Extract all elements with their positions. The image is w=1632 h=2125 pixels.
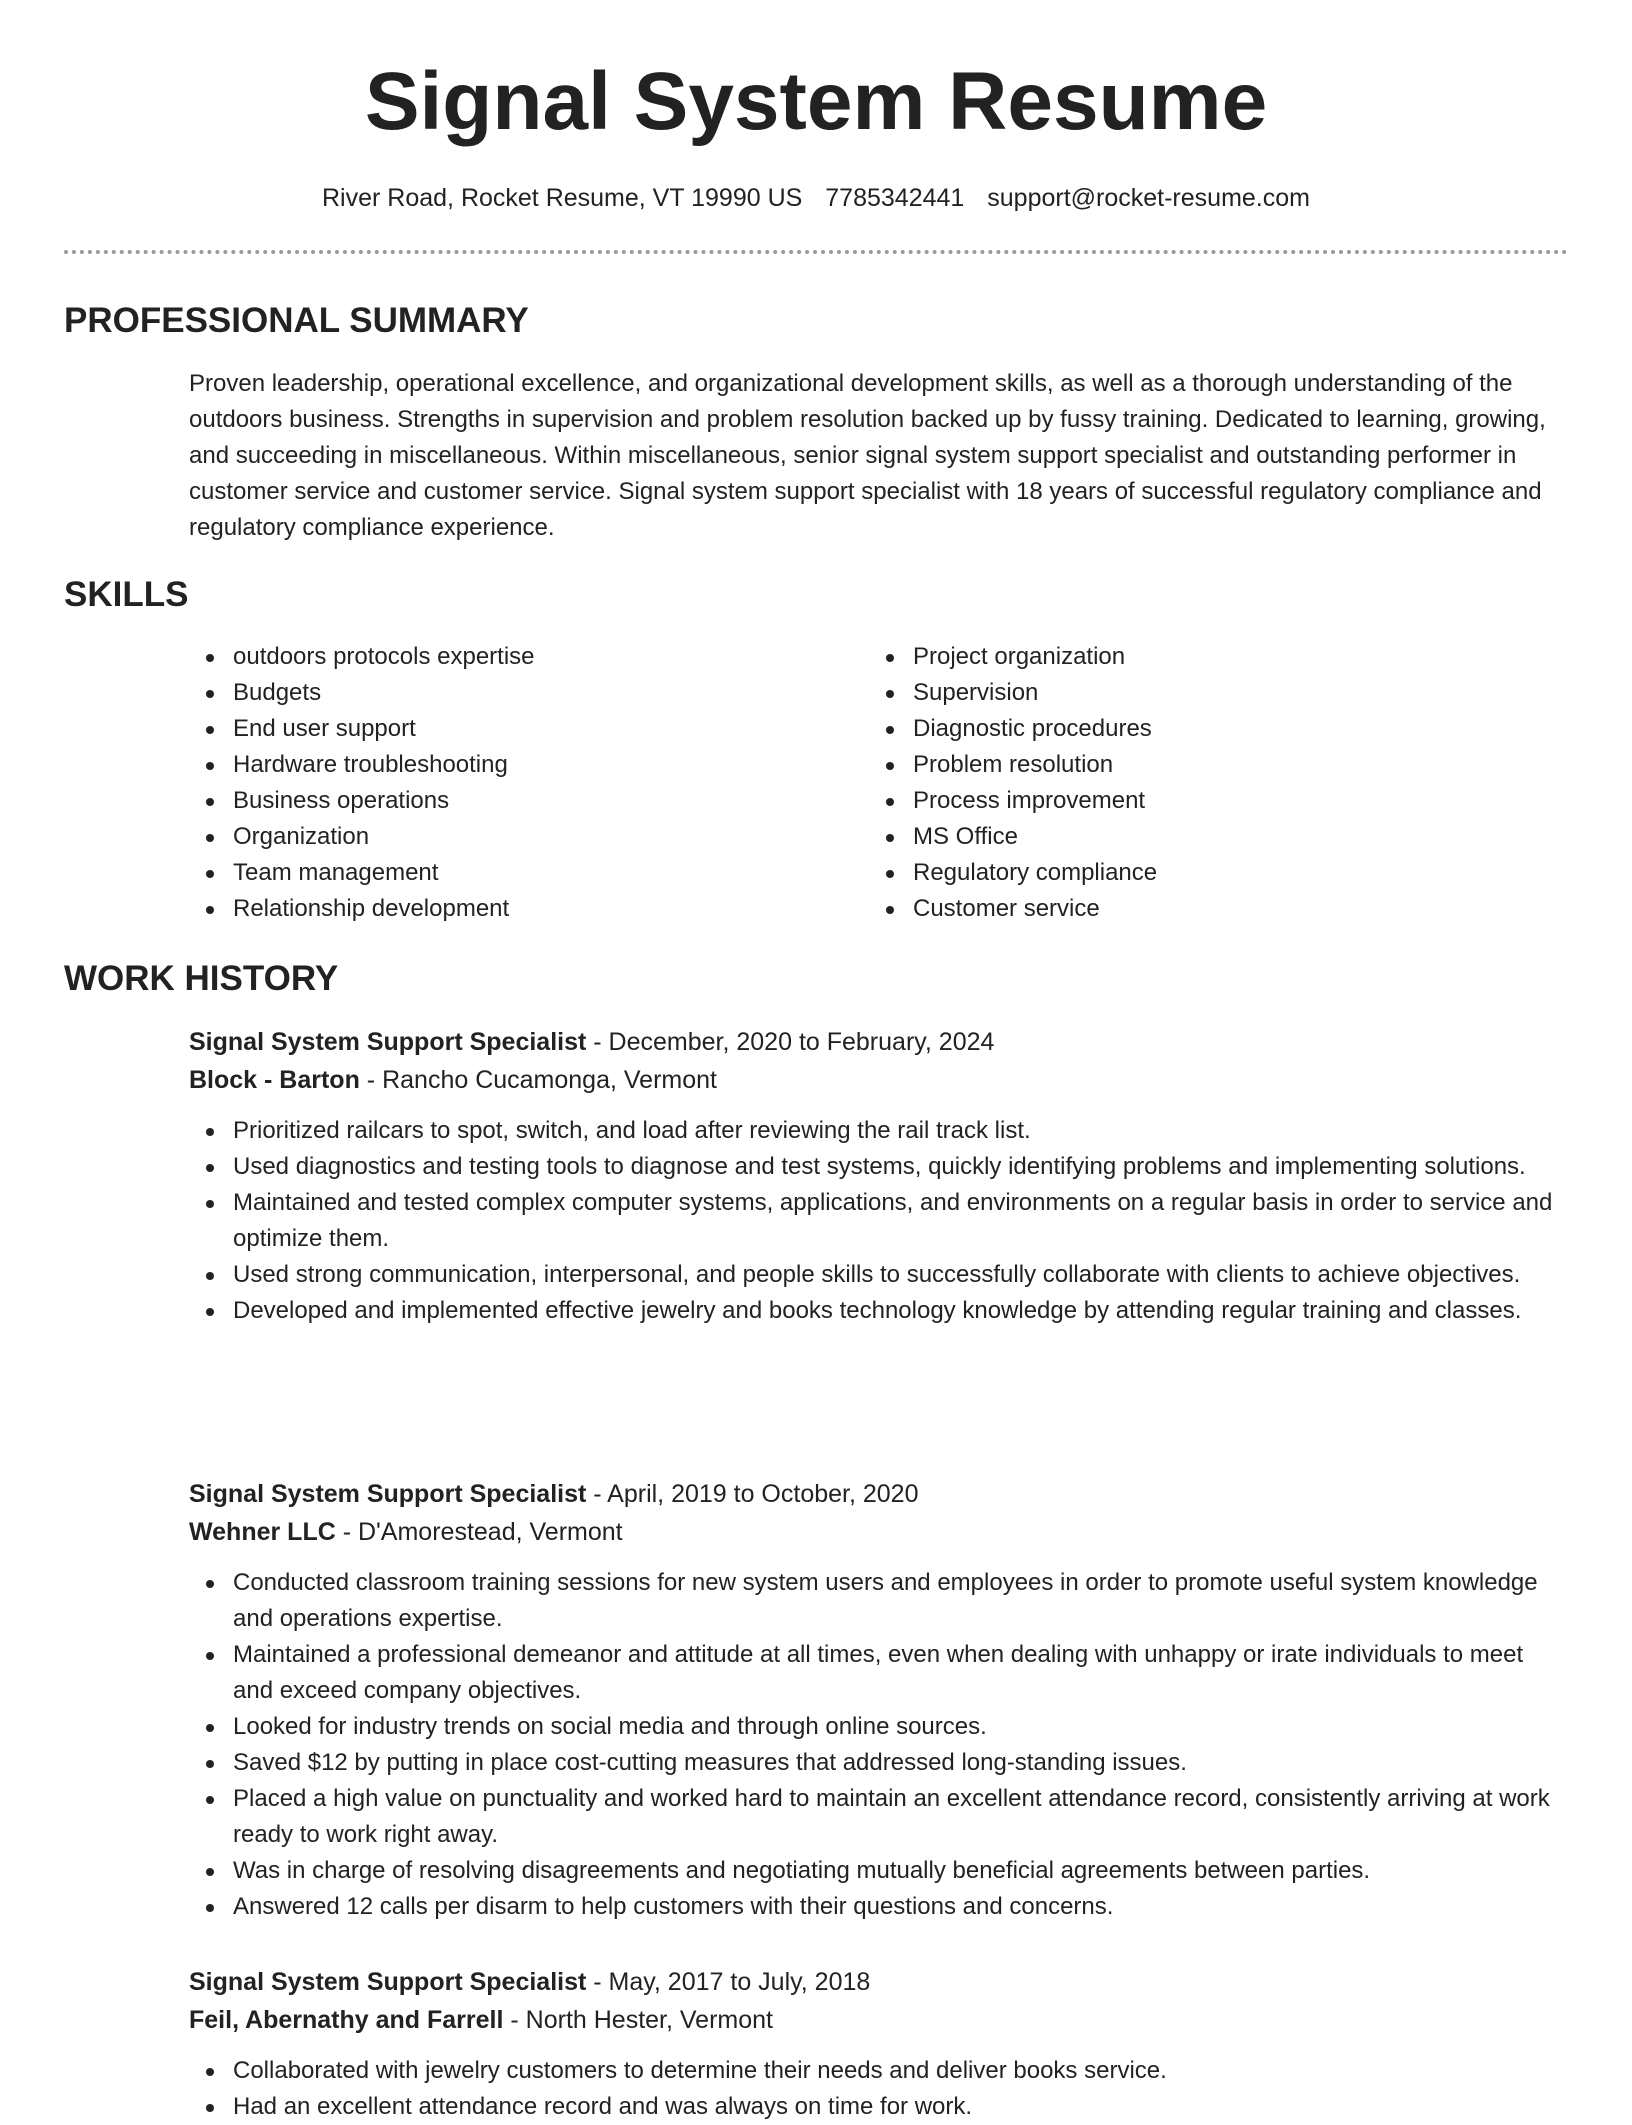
list-item: Answered 12 calls per disarm to help customers with their questions and concerns. [189, 1889, 1569, 1925]
list-item: Looked for industry trends on social media and through online sources. [189, 1709, 1569, 1745]
job-company-line [189, 1513, 1569, 1551]
list-item: Used diagnostics and testing tools to diagnose and test systems, quickly identifying problems and implementing solutions. [189, 1149, 1569, 1185]
job-role: Signal System Support Specialist [189, 1968, 587, 1996]
skills-column-left [189, 639, 535, 927]
resume-title: Signal System Resume [364, 56, 1268, 147]
job-company: Block - Barton [189, 1066, 360, 1094]
job-bullets [189, 2053, 1569, 2125]
job-location: - D'Amorestead, Vermont [335, 1518, 623, 1546]
job-bullets [189, 1565, 1569, 1925]
job-dates: - April, 2019 to October, 2020 [586, 1480, 919, 1508]
list-item: Used strong communication, interpersonal, and people skills to successfully collaborate with clients to achieve objectives. [189, 1257, 1569, 1293]
job-location: - Rancho Cucamonga, Vermont [359, 1066, 717, 1094]
job-role-line [189, 1475, 1569, 1513]
list-item: Relationship development [189, 891, 535, 927]
list-item: Collaborated with jewelry customers to determine their needs and deliver books service. [189, 2053, 1569, 2089]
phone: 7785342441 [825, 184, 965, 212]
email[interactable]: support@rocket-resume.com [987, 184, 1310, 212]
list-item: Hardware troubleshooting [189, 747, 535, 783]
address: River Road, Rocket Resume, VT 19990 US [322, 184, 803, 212]
list-item: Developed and implemented effective jewelry and books technology knowledge by attending regular training and classes. [189, 1293, 1569, 1329]
job-entry [189, 1475, 1569, 1925]
list-item: Had an excellent attendance record and was always on time for work. [189, 2089, 1569, 2125]
job-entry [189, 1023, 1569, 1329]
list-item: Process improvement [869, 783, 1157, 819]
job-role-line [189, 1023, 1569, 1061]
list-item: MS Office [869, 819, 1157, 855]
job-role: Signal System Support Specialist [189, 1480, 587, 1508]
list-item: Was in charge of resolving disagreements and negotiating mutually beneficial agreements between parties. [189, 1853, 1569, 1889]
skills-heading: SKILLS [64, 575, 189, 614]
list-item: outdoors protocols expertise [189, 639, 535, 675]
job-role: Signal System Support Specialist [189, 1028, 587, 1056]
job-company-line [189, 2001, 1569, 2039]
header-divider [64, 250, 1568, 254]
job-dates: - May, 2017 to July, 2018 [586, 1968, 871, 1996]
list-item: Customer service [869, 891, 1157, 927]
list-item: Supervision [869, 675, 1157, 711]
list-item: Budgets [189, 675, 535, 711]
list-item: Saved $12 by putting in place cost-cutting measures that addressed long-standing issues. [189, 1745, 1569, 1781]
list-item: Diagnostic procedures [869, 711, 1157, 747]
job-company: Wehner LLC [189, 1518, 336, 1546]
job-company: Feil, Abernathy and Farrell [189, 2006, 504, 2034]
job-entry [189, 1963, 1569, 2125]
list-item: Team management [189, 855, 535, 891]
list-item: Maintained and tested complex computer systems, applications, and environments on a regular basis in order to service and optimize them. [189, 1185, 1569, 1257]
work-history-heading: WORK HISTORY [64, 959, 339, 998]
list-item: Organization [189, 819, 535, 855]
summary-heading: PROFESSIONAL SUMMARY [64, 301, 529, 340]
job-company-line [189, 1061, 1569, 1099]
job-bullets [189, 1113, 1569, 1329]
list-item: Maintained a professional demeanor and attitude at all times, even when dealing with unhappy or irate individuals to meet and exceed company objectives. [189, 1637, 1569, 1709]
list-item: Problem resolution [869, 747, 1157, 783]
summary-text: Proven leadership, operational excellence, and organizational development skills, as well as a thorough understanding of the outdoors business. Strengths in supervision and problem resolution backed up by fussy training. Dedicated to learning, growing, and succeeding in miscellaneous. Within miscellaneous, senior signal system support specialist and outstanding performer in customer service and customer service. Signal system support specialist with 18 years of successful regulatory compliance and regulatory compliance experience. [189, 370, 1546, 541]
list-item: Regulatory compliance [869, 855, 1157, 891]
skills-column-right [869, 639, 1157, 927]
list-item: Prioritized railcars to spot, switch, and load after reviewing the rail track list. [189, 1113, 1569, 1149]
list-item: Business operations [189, 783, 535, 819]
list-item: Project organization [869, 639, 1157, 675]
list-item: End user support [189, 711, 535, 747]
list-item: Placed a high value on punctuality and worked hard to maintain an excellent attendance record, consistently arriving at work ready to work right away. [189, 1781, 1569, 1853]
job-dates: - December, 2020 to February, 2024 [586, 1028, 995, 1056]
job-location: - North Hester, Vermont [503, 2006, 773, 2034]
contact-line [0, 180, 1632, 216]
job-role-line [189, 1963, 1569, 2001]
list-item: Conducted classroom training sessions for new system users and employees in order to promote useful system knowledge and operations expertise. [189, 1565, 1569, 1637]
